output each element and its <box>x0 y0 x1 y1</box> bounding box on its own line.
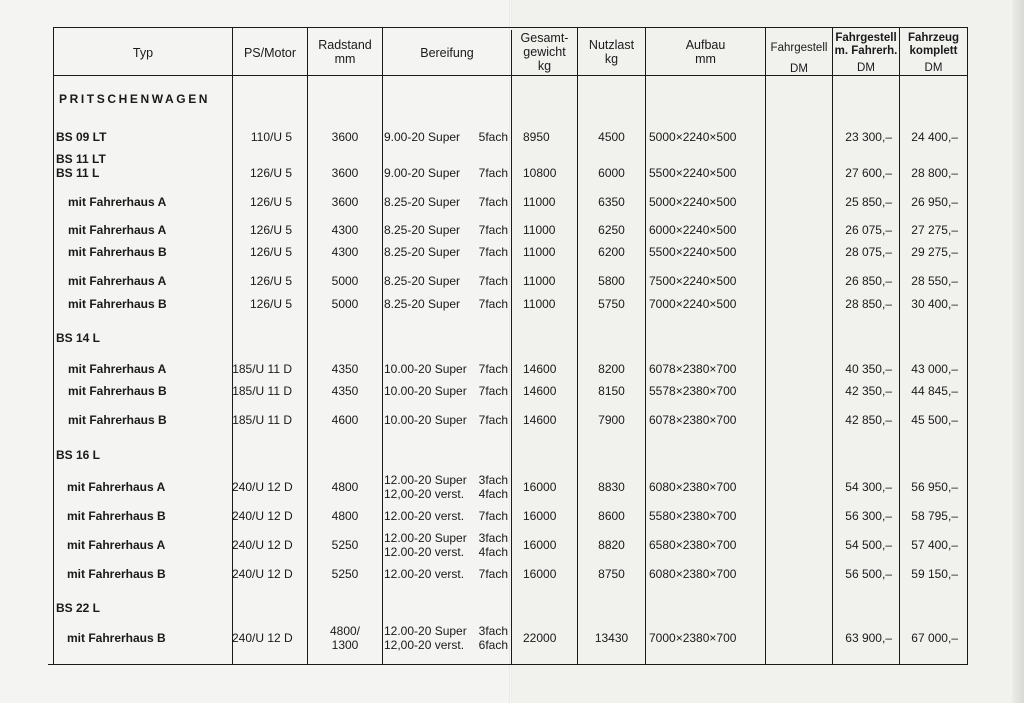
row-aufbau: 6080×2380×700 <box>649 567 737 581</box>
row-aufbau: 5000×2240×500 <box>649 195 737 209</box>
header-typ: Typ <box>132 46 154 60</box>
header-fahrzeug-komplett <box>900 32 967 75</box>
row-gesamtgewicht: 8950 <box>523 130 550 144</box>
row-radstand: 5000 <box>331 297 359 311</box>
row-radstand: 5000 <box>331 274 359 288</box>
row-radstand: 4350 <box>331 384 359 398</box>
header-fahrerh-line1: Fahrgestell <box>835 32 897 44</box>
header-nutzlast-line1: Nutzlast <box>588 38 635 52</box>
tire-count: 7fach <box>478 274 508 288</box>
row-ps-motor: 240/U 12 D <box>232 480 293 494</box>
row-gesamtgewicht: 10800 <box>523 166 557 180</box>
row-radstand: 4600 <box>331 413 359 427</box>
tire-line <box>384 413 508 427</box>
col-border-nutzlast-aufbau <box>645 27 646 665</box>
row-ps-motor: 126/U 5 <box>249 274 292 288</box>
row-nutzlast: 6200 <box>598 245 625 259</box>
row-fahrgestell-fahrerh: 63 900,– <box>845 631 892 645</box>
row-fahrgestell-fahrerh: 28 075,– <box>845 245 892 259</box>
row-gesamtgewicht: 14600 <box>523 384 557 398</box>
row-ps-motor: 126/U 5 <box>249 195 292 209</box>
tire-count: 4fach <box>478 487 508 501</box>
row-nutzlast: 8830 <box>598 480 625 494</box>
row-typ: BS 11 L <box>56 166 100 180</box>
row-bereifung <box>384 624 508 652</box>
row-ps-motor: 185/U 11 D <box>232 362 292 376</box>
tire-size: 8.25-20 Super <box>384 245 461 259</box>
tire-count: 7fach <box>478 413 508 427</box>
col-border-radstand-bereifung <box>382 27 383 665</box>
row-radstand: 4800 <box>331 480 359 494</box>
tire-size: 12.00-20 Super <box>384 473 467 487</box>
row-gesamtgewicht: 14600 <box>523 413 557 427</box>
header-radstand-line1: Radstand <box>318 38 372 52</box>
row-bereifung <box>384 223 508 237</box>
row-bereifung <box>384 567 508 581</box>
row-fahrzeug-komplett: 45 500,– <box>911 413 958 427</box>
row-fahrzeug-komplett: 28 800,– <box>911 166 958 180</box>
row-fahrzeug-komplett: 26 950,– <box>911 195 958 209</box>
tire-count: 7fach <box>478 567 508 581</box>
row-typ: mit Fahrerhaus A <box>68 362 167 376</box>
tire-line <box>384 362 508 376</box>
row-aufbau: 5500×2240×500 <box>649 245 737 259</box>
row-typ: mit Fahrerhaus B <box>67 631 166 645</box>
tire-line <box>384 274 508 288</box>
row-aufbau: 5580×2380×700 <box>649 509 737 523</box>
col-border-left <box>53 27 54 665</box>
row-fahrzeug-komplett: 56 950,– <box>911 480 958 494</box>
row-ps-motor: 240/U 12 D <box>232 509 293 523</box>
header-gesamtgewicht <box>512 31 577 73</box>
row-gesamtgewicht: 22000 <box>523 631 557 645</box>
row-bereifung <box>384 195 508 209</box>
tire-line <box>384 223 508 237</box>
tire-size: 8.25-20 Super <box>384 274 461 288</box>
row-fahrzeug-komplett: 28 550,– <box>911 274 958 288</box>
tire-line <box>384 545 508 559</box>
row-nutzlast: 4500 <box>598 130 625 144</box>
header-fahrgestell <box>766 41 832 76</box>
tire-count: 7fach <box>478 223 508 237</box>
header-komplett-line2: komplett <box>909 45 958 57</box>
row-aufbau: 7000×2240×500 <box>649 297 737 311</box>
tire-line <box>384 195 508 209</box>
tire-size: 12.00-20 verst. <box>384 545 465 559</box>
table-bottom-border <box>48 664 968 665</box>
tire-size: 12.00-20 verst. <box>384 509 465 523</box>
row-aufbau: 5000×2240×500 <box>649 130 737 144</box>
tire-size: 9.00-20 Super <box>384 130 461 144</box>
tire-count: 4fach <box>478 545 508 559</box>
tire-count: 7fach <box>478 195 508 209</box>
header-ps-motor: PS/Motor <box>243 46 297 60</box>
row-fahrzeug-komplett: 67 000,– <box>911 631 958 645</box>
header-fahrerh-line3: DM <box>857 62 875 74</box>
row-typ: mit Fahrerhaus A <box>68 195 167 209</box>
tire-count: 7fach <box>478 509 508 523</box>
tire-size: 10.00-20 Super <box>384 413 467 427</box>
row-fahrgestell-fahrerh: 26 850,– <box>845 274 892 288</box>
header-bereifung: Bereifung <box>420 46 474 60</box>
header-radstand <box>308 38 382 66</box>
row-aufbau: 7000×2380×700 <box>649 631 737 645</box>
row-fahrgestell-fahrerh: 54 500,– <box>845 538 892 552</box>
col-border-bereifung-gesamt <box>511 30 512 665</box>
group-label-bs11lt: BS 11 LT <box>56 152 106 166</box>
row-ps-motor: 126/U 5 <box>249 223 292 237</box>
row-fahrgestell-fahrerh: 42 350,– <box>845 384 892 398</box>
header-fahrgestell-line1: Fahrgestell <box>770 42 828 54</box>
row-nutzlast: 13430 <box>594 631 629 645</box>
tire-size: 12.00-20 Super <box>384 531 467 545</box>
row-typ: mit Fahrerhaus B <box>68 297 167 311</box>
row-radstand: 4300 <box>331 245 359 259</box>
tire-size: 12,00-20 verst. <box>384 487 465 501</box>
header-gesamt-line3: kg <box>537 59 552 73</box>
row-radstand-line: 4800/ <box>329 624 361 638</box>
row-radstand: 4300 <box>331 223 359 237</box>
row-nutzlast: 6250 <box>598 223 625 237</box>
row-fahrzeug-komplett: 58 795,– <box>911 509 958 523</box>
row-aufbau: 6078×2380×700 <box>649 413 737 427</box>
row-gesamtgewicht: 11000 <box>523 195 556 209</box>
row-typ: BS 09 LT <box>56 130 107 144</box>
row-bereifung <box>384 130 508 144</box>
row-typ: mit Fahrerhaus B <box>67 509 166 523</box>
header-gesamt-line2: gewicht <box>523 45 566 59</box>
row-fahrgestell-fahrerh: 26 075,– <box>845 223 892 237</box>
row-fahrzeug-komplett: 24 400,– <box>911 130 958 144</box>
row-nutzlast: 7900 <box>598 413 625 427</box>
row-typ: mit Fahrerhaus A <box>67 480 166 494</box>
row-fahrgestell-fahrerh: 25 850,– <box>845 195 892 209</box>
header-fahrgestell-fahrerh <box>833 32 899 75</box>
tire-count: 6fach <box>478 638 508 652</box>
header-fahrerh-line2: m. Fahrerh. <box>834 45 898 57</box>
row-nutzlast: 8600 <box>598 509 625 523</box>
row-fahrgestell-fahrerh: 56 300,– <box>845 509 892 523</box>
row-radstand <box>308 624 382 652</box>
row-ps-motor: 240/U 12 D <box>232 631 293 645</box>
tire-line <box>384 473 508 487</box>
row-ps-motor: 110/U 5 <box>250 130 292 144</box>
tire-size: 12,00-20 verst. <box>384 638 465 652</box>
row-nutzlast: 8200 <box>598 362 625 376</box>
tire-size: 8.25-20 Super <box>384 223 461 237</box>
row-gesamtgewicht: 11000 <box>523 223 556 237</box>
tire-size: 12.00-20 verst. <box>384 567 465 581</box>
tire-line <box>384 487 508 501</box>
row-typ: mit Fahrerhaus A <box>68 274 167 288</box>
row-gesamtgewicht: 14600 <box>523 362 557 376</box>
row-aufbau: 5578×2380×700 <box>649 384 737 398</box>
section-title: PRITSCHENWAGEN <box>59 92 211 106</box>
row-bereifung <box>384 362 508 376</box>
header-gesamt-line1: Gesamt- <box>520 31 569 45</box>
row-nutzlast: 8150 <box>598 384 625 398</box>
row-gesamtgewicht: 11000 <box>523 297 556 311</box>
row-fahrgestell-fahrerh: 27 600,– <box>845 166 892 180</box>
col-border-aufbau-fahrgestell <box>765 27 766 665</box>
row-nutzlast: 8750 <box>598 567 625 581</box>
row-bereifung <box>384 473 508 501</box>
row-radstand: 3600 <box>331 195 359 209</box>
tire-count: 7fach <box>478 362 508 376</box>
header-komplett-line3: DM <box>924 62 943 74</box>
tire-count: 7fach <box>478 245 508 259</box>
tire-count: 7fach <box>478 297 508 311</box>
row-radstand: 3600 <box>331 130 359 144</box>
row-gesamtgewicht: 16000 <box>523 480 557 494</box>
row-ps-motor: 185/U 11 D <box>232 384 292 398</box>
page-edge <box>1012 0 1024 703</box>
row-fahrgestell-fahrerh: 28 850,– <box>845 297 892 311</box>
row-radstand: 4800 <box>331 509 359 523</box>
tire-line <box>384 567 508 581</box>
tire-line <box>384 384 508 398</box>
row-aufbau: 7500×2240×500 <box>649 274 737 288</box>
tire-size: 10.00-20 Super <box>384 384 467 398</box>
row-bereifung <box>384 531 508 559</box>
row-fahrzeug-komplett: 30 400,– <box>911 297 958 311</box>
row-aufbau: 6000×2240×500 <box>649 223 737 237</box>
tire-line <box>384 638 508 652</box>
row-fahrzeug-komplett: 29 275,– <box>911 245 958 259</box>
row-fahrgestell-fahrerh: 40 350,– <box>845 362 892 376</box>
row-radstand: 5250 <box>331 538 359 552</box>
row-fahrgestell-fahrerh: 23 300,– <box>845 130 892 144</box>
row-gesamtgewicht: 16000 <box>523 567 557 581</box>
row-ps-motor: 126/U 5 <box>249 245 292 259</box>
row-gesamtgewicht: 16000 <box>523 538 557 552</box>
tire-line <box>384 297 508 311</box>
row-ps-motor: 185/U 11 D <box>232 413 292 427</box>
row-typ: mit Fahrerhaus A <box>68 223 167 237</box>
row-ps-motor: 126/U 5 <box>249 297 292 311</box>
group-label-bs22: BS 22 L <box>56 601 101 615</box>
row-aufbau: 6080×2380×700 <box>649 480 737 494</box>
row-fahrzeug-komplett: 59 150,– <box>911 567 958 581</box>
row-radstand: 5250 <box>331 567 359 581</box>
tire-size: 12.00-20 Super <box>384 624 467 638</box>
row-radstand: 4350 <box>331 362 359 376</box>
row-nutzlast: 8820 <box>598 538 625 552</box>
row-fahrzeug-komplett: 57 400,– <box>911 538 958 552</box>
table-top-border <box>53 27 968 28</box>
row-bereifung <box>384 245 508 259</box>
row-gesamtgewicht: 11000 <box>523 274 556 288</box>
header-fahrgestell-line2: DM <box>790 63 808 75</box>
row-ps-motor: 240/U 12 D <box>232 538 293 552</box>
row-typ: mit Fahrerhaus B <box>68 384 167 398</box>
header-komplett-line1: Fahrzeug <box>907 32 960 44</box>
row-radstand: 3600 <box>331 166 359 180</box>
header-nutzlast <box>578 38 645 66</box>
row-fahrzeug-komplett: 43 000,– <box>911 362 958 376</box>
row-typ: mit Fahrerhaus B <box>67 567 166 581</box>
header-aufbau-line2: mm <box>695 52 716 66</box>
tire-line <box>384 624 508 638</box>
group-label-bs16: BS 16 L <box>56 448 101 462</box>
row-nutzlast: 5750 <box>598 297 625 311</box>
right-page <box>510 0 1024 703</box>
col-border-right <box>967 27 968 665</box>
tire-line <box>384 245 508 259</box>
row-bereifung <box>384 509 508 523</box>
tire-size: 10.00-20 Super <box>384 362 467 376</box>
row-nutzlast: 6350 <box>598 195 625 209</box>
row-typ: mit Fahrerhaus A <box>67 538 166 552</box>
row-ps-motor: 240/U 12 D <box>232 567 293 581</box>
tire-size: 8.25-20 Super <box>384 195 461 209</box>
row-nutzlast: 6000 <box>598 166 625 180</box>
tire-count: 3fach <box>478 531 508 545</box>
row-typ: mit Fahrerhaus B <box>68 413 167 427</box>
row-gesamtgewicht: 11000 <box>523 245 556 259</box>
row-gesamtgewicht: 16000 <box>523 509 557 523</box>
row-fahrgestell-fahrerh: 42 850,– <box>845 413 892 427</box>
row-nutzlast: 5800 <box>598 274 625 288</box>
tire-count: 3fach <box>478 624 508 638</box>
row-bereifung <box>384 297 508 311</box>
tire-count: 7fach <box>478 166 508 180</box>
tire-size: 9.00-20 Super <box>384 166 461 180</box>
tire-size: 8.25-20 Super <box>384 297 461 311</box>
header-aufbau <box>646 38 765 66</box>
row-radstand-line: 1300 <box>331 638 359 652</box>
row-ps-motor: 126/U 5 <box>249 166 292 180</box>
row-fahrgestell-fahrerh: 56 500,– <box>845 567 892 581</box>
row-fahrgestell-fahrerh: 54 300,– <box>845 480 892 494</box>
header-nutzlast-line2: kg <box>604 52 619 66</box>
row-typ: mit Fahrerhaus B <box>68 245 167 259</box>
header-radstand-line2: mm <box>334 52 356 66</box>
row-aufbau: 5500×2240×500 <box>649 166 737 180</box>
tire-count: 5fach <box>478 130 508 144</box>
row-bereifung <box>384 274 508 288</box>
tire-count: 3fach <box>478 473 508 487</box>
group-label-bs14: BS 14 L <box>56 331 101 345</box>
row-aufbau: 6580×2380×700 <box>649 538 737 552</box>
row-bereifung <box>384 166 508 180</box>
row-bereifung <box>384 384 508 398</box>
header-aufbau-line1: Aufbau <box>685 38 726 52</box>
tire-line <box>384 531 508 545</box>
row-bereifung <box>384 413 508 427</box>
row-aufbau: 6078×2380×700 <box>649 362 737 376</box>
tire-line <box>384 166 508 180</box>
tire-line <box>384 130 508 144</box>
tire-count: 7fach <box>478 384 508 398</box>
row-fahrzeug-komplett: 27 275,– <box>911 223 958 237</box>
row-fahrzeug-komplett: 44 845,– <box>911 384 958 398</box>
tire-line <box>384 509 508 523</box>
